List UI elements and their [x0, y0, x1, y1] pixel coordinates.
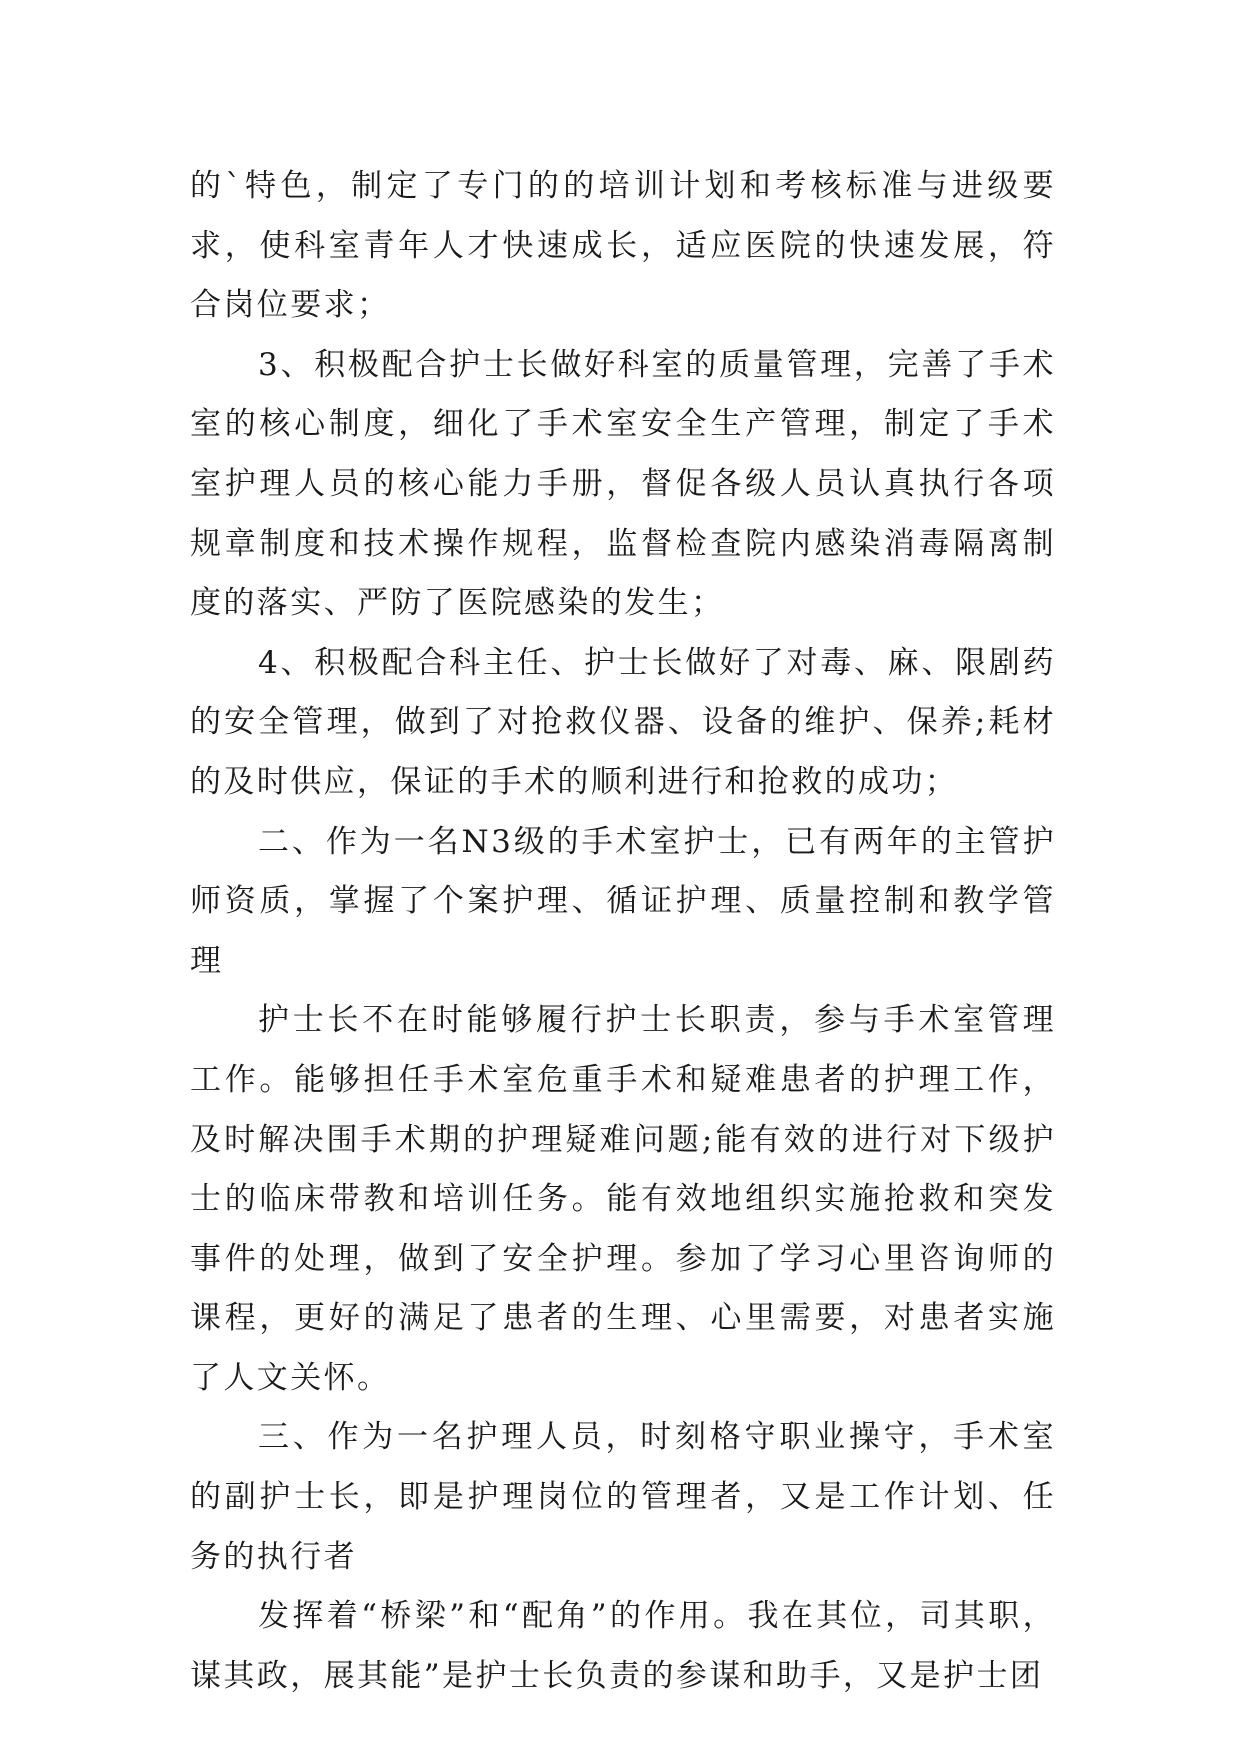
paragraph-3: 4、积极配合科主任、护士长做好了对毒、麻、限剧药的安全管理，做到了对抢救仪器、设备的维护、保养;耗材的及时供应，保证的手术的顺利进行和抢救的成功；: [190, 644, 1056, 800]
paragraph-2: 3、积极配合护士长做好科室的质量管理，完善了手术室的核心制度，细化了手术室安全生产管理，制定了手术室护理人员的核心能力手册，督促各级人员认真执行各项规章制度和技术操作规程，监督检查院内感染消毒隔离制度的落实、严防了医院感染的发生；: [190, 346, 1056, 622]
document-body: [190, 157, 1056, 1706]
paragraph-4: 二、作为一名N3级的手术室护士，已有两年的主管护师资质，掌握了个案护理、循证护理、质量控制和教学管理: [190, 823, 1056, 979]
paragraph-1: 的`特色，制定了专门的的培训计划和考核标准与进级要求，使科室青年人才快速成长，适应医院的快速发展，符合岗位要求；: [190, 168, 1056, 324]
paragraph-7: 发挥着“桥梁”和“配角”的作用。我在其位，司其职，谋其政，展其能”是护士长负责的参谋和助手，又是护士团: [190, 1598, 1056, 1694]
paragraph-6: 三、作为一名护理人员，时刻格守职业操守，手术室的副护士长，即是护理岗位的管理者，又是工作计划、任务的执行者: [190, 1419, 1056, 1575]
paragraph-5: 护士长不在时能够履行护士长职责，参与手术室管理工作。能够担任手术室危重手术和疑难患者的护理工作，及时解决围手术期的护理疑难问题;能有效的进行对下级护士的临床带教和培训任务。能有效地组织实施抢救和突发事件的处理，做到了安全护理。参加了学习心里咨询师的课程，更好的满足了患者的生理、心里需要，对患者实施了人文关怀。: [190, 1002, 1056, 1396]
